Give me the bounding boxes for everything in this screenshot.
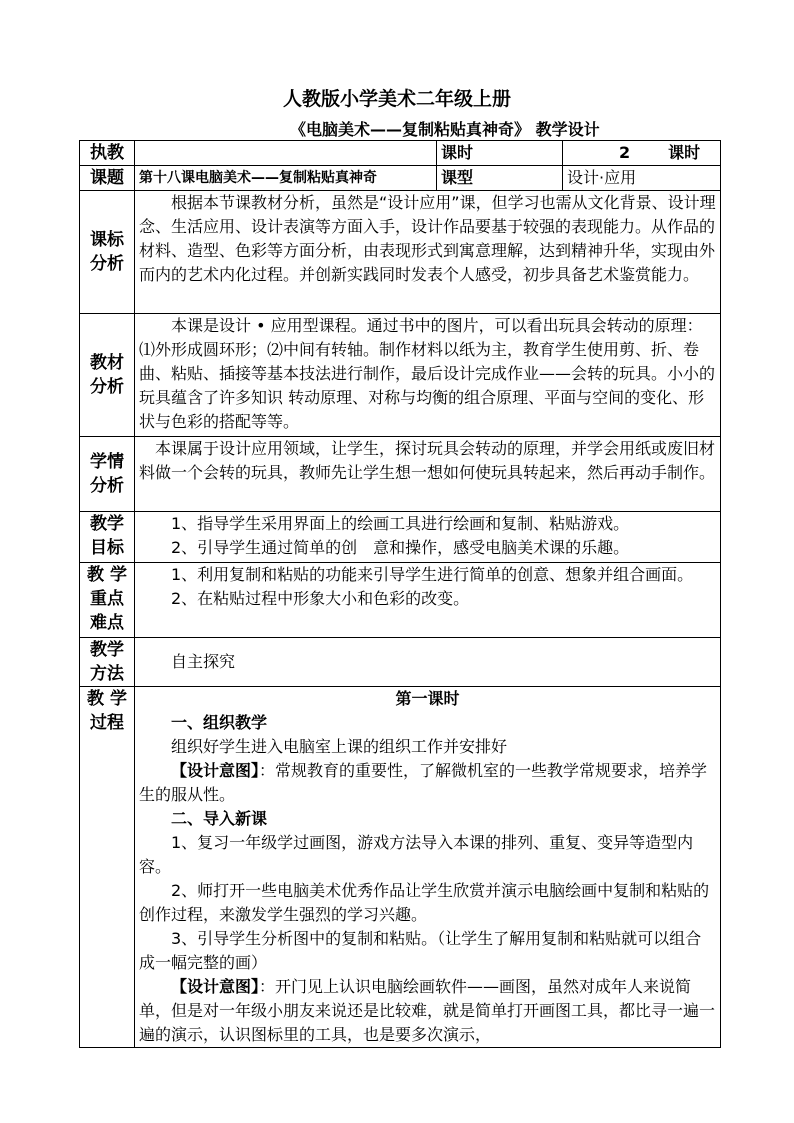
paragraph: 自主探究 xyxy=(171,652,236,671)
design-intent-text: ：常规教育的重要性，了解微机室的一些教学常规要求，培养学生的服从性。 xyxy=(139,761,708,804)
mubiao-content xyxy=(135,512,721,563)
paragraph: 1、复习一年级学过画图，游戏方法导入本课的排列、重复、变异等造型内容。 xyxy=(139,833,694,876)
label-teacher: 执教 xyxy=(80,141,135,166)
paragraph: 本课是设计 • 应用型课程。通过书中的图片，可以看出玩具会转动的原理：⑴外形成圆环形；⑵中间有转轴。制作材料以纸为主，教育学生使用剪、折、卷曲、粘贴、插接等基本技法进行制作，最后设计完成作业——会转的玩具。小小的玩具蕴含了许多知识 转动原理、对称与均衡的组合原理、平面与空间的变化、形状与色彩的搭配等等。 xyxy=(139,316,716,431)
label-line: 目标 xyxy=(90,538,124,558)
kebiao-content xyxy=(135,191,721,314)
topic-value: 第十八课电脑美术——复制粘贴真神奇 xyxy=(135,166,437,191)
section-heading: 一、组织教学 xyxy=(171,713,268,732)
label-line: 学情 xyxy=(90,452,124,472)
label-line: 过程 xyxy=(90,713,124,733)
label-line: 教材 xyxy=(90,353,124,373)
design-intent-tag: 【设计意图】 xyxy=(171,977,260,996)
document-subtitle: 《电脑美术——复制粘贴真神奇》 教学设计 xyxy=(290,120,600,139)
label-guocheng xyxy=(80,687,135,1048)
label-line: 重点 xyxy=(90,589,124,609)
label-line: 分析 xyxy=(90,377,124,397)
label-line: 分析 xyxy=(90,254,124,274)
label-line: 难点 xyxy=(90,613,124,633)
design-intent-paragraph xyxy=(139,759,716,807)
teacher-value xyxy=(135,141,437,166)
hours-unit: 课时 xyxy=(668,143,701,162)
design-intent-text: ：开门见上认识电脑绘画软件——画图，虽然对成年人来说简单，但是对一年级小朋友来说还是比较难，就是简单打开画图工具，都比寻一遍一遍的演示，认识图标里的工具，也是要多次演示， xyxy=(139,977,716,1044)
label-topic: 课题 xyxy=(80,166,135,191)
paragraph: 1、指导学生采用界面上的绘画工具进行绘画和复制、粘贴游戏。 xyxy=(171,514,630,533)
label-type: 课型 xyxy=(437,166,563,191)
label-line: 方法 xyxy=(90,664,124,684)
fangfa-content xyxy=(135,638,721,687)
paragraph: 本课属于设计应用领域，让学生，探讨玩具会转动的原理，并学会用纸或废旧材料做一个会转的玩具，教师先让学生想一想如何使玩具转起来，然后再动手制作。 xyxy=(139,439,716,482)
label-line: 教 学 xyxy=(87,689,127,709)
type-value: 设计·应用 xyxy=(563,166,721,191)
lesson-heading: 第一课时 xyxy=(395,689,460,708)
paragraph: 根据本节课教材分析，虽然是“设计应用”课，但学习也需从文化背景、设计理念、生活应用、设计表演等方面入手，设计作品要基于较强的表现能力。从作品的材料、造型、色彩等方面分析，由表现形式到寓意理解，达到精神升华，实现由外而内的艺术内化过程。并创新实践同时发表个人感受，初步具备艺术鉴赏能力。 xyxy=(139,193,716,284)
lesson-plan-table xyxy=(79,140,721,1048)
paragraph: 2、在粘贴过程中形象大小和色彩的改变。 xyxy=(171,589,470,608)
paragraph: 3、引导学生分析图中的复制和粘贴。（让学生了解用复制和粘贴就可以组合成一幅完整的画） xyxy=(139,929,702,972)
section-heading: 二、导入新课 xyxy=(171,809,268,828)
paragraph: 1、利用复制和粘贴的功能来引导学生进行简单的创意、想象并组合画面。 xyxy=(171,565,694,584)
label-kebiao xyxy=(80,191,135,314)
paragraph: 2、引导学生通过简单的创 意和操作，感受电脑美术课的乐趣。 xyxy=(171,538,630,557)
zhongdian-content xyxy=(135,563,721,638)
label-fangfa xyxy=(80,638,135,687)
hours-cell xyxy=(563,141,721,166)
label-xueqing xyxy=(80,437,135,512)
label-mubiao xyxy=(80,512,135,563)
hours-value: 2 xyxy=(619,143,631,162)
label-line: 教学 xyxy=(90,514,124,534)
label-line: 教 学 xyxy=(87,565,127,585)
label-jiaocai xyxy=(80,314,135,437)
jiaocai-content xyxy=(135,314,721,437)
guocheng-content xyxy=(135,687,721,1048)
document-title: 人教版小学美术二年级上册 xyxy=(282,88,511,110)
paragraph: 组织好学生进入电脑室上课的组织工作并安排好 xyxy=(171,737,508,756)
label-line: 分析 xyxy=(90,476,124,496)
label-hours: 课时 xyxy=(437,141,563,166)
paragraph: 2、师打开一些电脑美术优秀作品让学生欣赏并演示电脑绘画中复制和粘贴的创作过程，来激发学生强烈的学习兴趣。 xyxy=(139,881,710,924)
design-intent-tag: 【设计意图】 xyxy=(171,761,260,780)
label-zhongdian xyxy=(80,563,135,638)
xueqing-content xyxy=(135,437,721,512)
label-line: 课标 xyxy=(90,230,124,250)
label-line: 教学 xyxy=(90,640,124,660)
design-intent-paragraph xyxy=(139,975,716,1047)
